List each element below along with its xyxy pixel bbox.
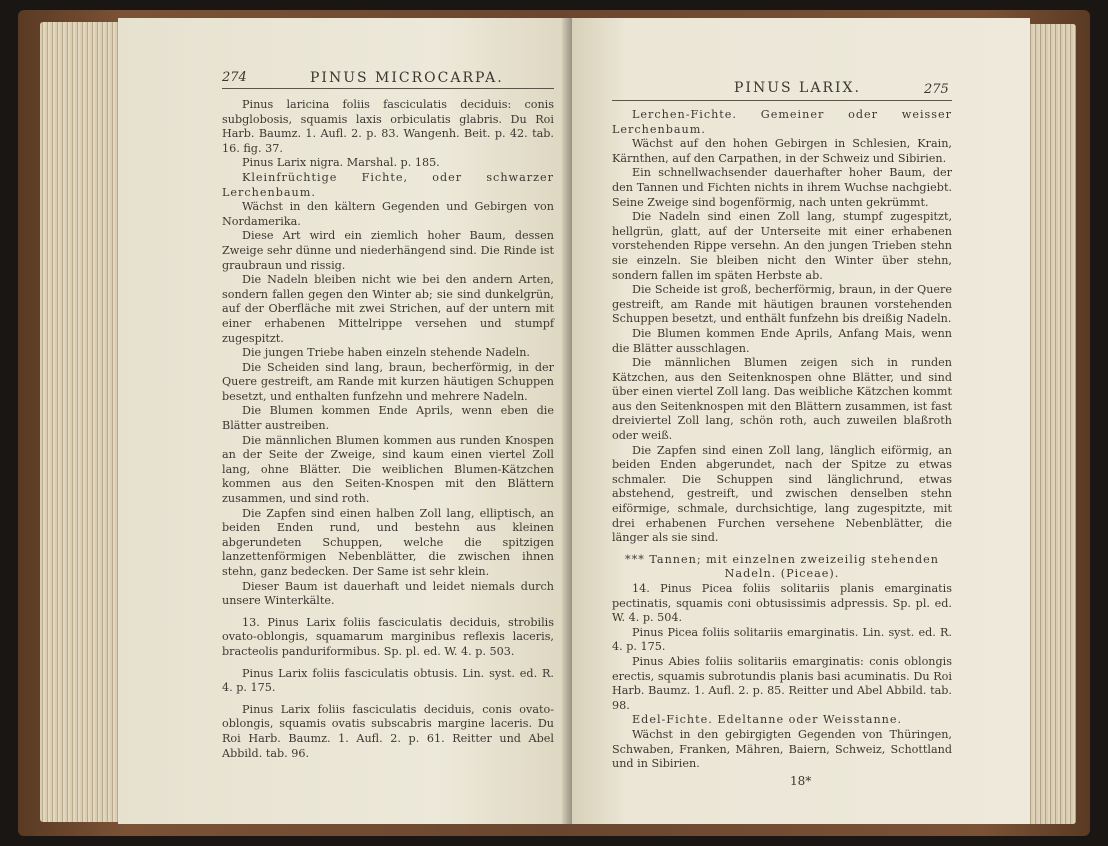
page-edges-left [40,22,128,822]
page-number: 274 [222,70,247,85]
paragraph: Lerchen-Fichte. Gemeiner oder weisser Lerchenbaum. [612,108,952,136]
left-page [118,18,574,824]
paragraph: Die Zapfen sind einen Zoll lang, länglich eiförmig, an beiden Enden abgerundet, nach der Spitze zu etwas schmaler. Die Schuppen sind länglichrund, etwas abstehend, gestreift, und zwischen denselben stehn eiförmige, schmale, durchsichtige, lang zugespitzte, mit drei erhabenen Furchen versehene Nebenblätter, die länger als sie sind. [612,443,952,545]
body-text [222,98,554,761]
paragraph: Die Scheide ist groß, becherförmig, braun, in der Quere gestreift, am Rande mit häutigen braunen vorstehenden Schuppen besetzt, und enthält funfzehn bis dreißig Nadeln. [612,283,952,326]
paragraph: 14. Pinus Picea foliis solitariis planis emarginatis pectinatis, squamis coni obtusissimis adpressis. Sp. pl. ed. W. 4. p. 504. [612,582,952,625]
paragraph: Die Scheiden sind lang, braun, becherförmig, in der Quere gestreift, am Rande mit kurzen häutigen Schuppen besetzt, und enthalten funfzehn und mehrere Nadeln. [222,360,554,403]
paragraph: Edel-Fichte. Edeltanne oder Weisstanne. [632,713,903,727]
paragraph: Wächst auf den hohen Gebirgen in Schlesien, Krain, Kärnthen, auf den Carpathen, in der Schweiz und Sibirien. [612,137,952,165]
paragraph: Die Nadeln bleiben nicht wie bei den andern Arten, sondern fallen gegen den Winter ab; sie sind dunkelgrün, auf der Oberfläche mit zwei Strichen, auf der untern mit einer erhabenen Mittelrippe versehen und stumpf zugespitzt. [222,273,554,345]
header-rule [222,88,554,89]
paragraph: Pinus Larix nigra. Marshal. p. 185. [242,156,440,170]
signature-mark: 18* [790,774,812,788]
running-header: PINUS MICROCARPA. [310,70,504,86]
paragraph: Ein schnellwachsender dauerhafter hoher Baum, der den Tannen und Fichten nichts in ihrem Wuchse nachgiebt. Seine Zweige sind bogenförmig, nach unten gekrümmt. [612,166,952,209]
paragraph: Die Blumen kommen Ende Aprils, wenn eben die Blätter austreiben. [222,404,554,433]
paragraph: Pinus Larix foliis fasciculatis obtusis. Lin. syst. ed. R. 4. p. 175. [222,666,554,695]
paragraph: Die Nadeln sind einen Zoll lang, stumpf zugespitzt, hellgrün, glatt, auf der Unterseite mit einer erhabenen vorstehenden Rippe versehn. An den jungen Trieben stehn sie einzeln. Sie bleiben nicht den Winter über stehn, sondern fallen im späten Herbste ab. [612,210,952,282]
paragraph: Pinus Larix foliis fasciculatis deciduis, conis ovato-oblongis, squamis ovatis subscabris margine laceris. Du Roi Harb. Baumz. 1. Aufl. 2. p. 61. Reitter und Abel Abbild. tab. 96. [222,702,554,760]
paragraph: Die männlichen Blumen kommen aus runden Knospen an der Seite der Zweige, sind kaum einen viertel Zoll lang, ohne Blätter. Die weiblichen Blumen-Kätzchen kommen aus den Seiten-Knospen mit den Blättern zusammen, und sind roth. [222,433,554,506]
paragraph: Die jungen Triebe haben einzeln stehende Nadeln. [242,346,530,360]
paragraph: Pinus Abies foliis solitariis emarginatis: conis oblongis erectis, squamis subrotundis planis basi acuminatis. Du Roi Harb. Baumz. 1. Aufl. 2. p. 85. Reitter und Abel Abbild. tab. 98. [612,654,952,712]
header-rule [612,100,952,101]
paragraph: Diese Art wird ein ziemlich hoher Baum, dessen Zweige sehr dünne und niederhängend sind. Die Rinde ist graubraun und rissig. [222,229,554,272]
body-text [612,108,952,772]
paragraph: Die Blumen kommen Ende Aprils, Anfang Mais, wenn die Blätter ausschlagen. [612,326,952,355]
paragraph: Wächst in den gebirgigten Gegenden von Thüringen, Schwaben, Franken, Mähren, Baiern, Schweiz, Schottland und in Sibirien. [612,727,952,771]
right-page [572,18,1030,824]
page-number: 275 [924,82,949,97]
paragraph: Pinus laricina foliis fasciculatis deciduis: conis subglobosis, squamis laxis orbiculatis glabris. Du Roi Harb. Baumz. 1. Aufl. 2. p. 83. Wangenh. Beit. p. 42. tab. 16. fig. 37. [222,98,554,155]
paragraph: 13. Pinus Larix foliis fasciculatis deciduis, strobilis ovato-oblongis, squamarum marginibus reflexis laceris, bracteolis panduriformibus. Sp. pl. ed. W. 4. p. 503. [222,615,554,658]
paragraph: Die männlichen Blumen zeigen sich in runden Kätzchen, aus den Seitenknospen ohne Blätter, und sind über einen viertel Zoll lang. Das weibliche Kätzchen kommt aus den Seitenknospen mit den Blättern zusammen, ist fast dreiviertel Zoll lang, schön roth, auch zuweilen blaßroth oder weiß. [612,356,952,443]
paragraph: Wächst in den kältern Gegenden und Gebirgen von Nordamerika. [222,200,554,228]
section-heading: *** Tannen; mit einzelnen zweizeilig stehenden Nadeln. (Piceae). [625,552,939,581]
paragraph: Kleinfrüchtige Fichte, oder schwarzer Lerchenbaum. [222,170,554,199]
running-header: PINUS LARIX. [734,80,861,96]
paragraph: Die Zapfen sind einen halben Zoll lang, elliptisch, an beiden Enden rund, und bestehn aus kleinen abgerundeten Schuppen, welche die spitzigen lanzettenförmigen Nebenblätter, die zwischen ihnen stehn, ganz bedecken. Der Same ist sehr klein. [222,506,554,578]
paragraph: Pinus Picea foliis solitariis emarginatis. Lin. syst. ed. R. 4. p. 175. [612,625,952,654]
paragraph: Dieser Baum ist dauerhaft und leidet niemals durch unsere Winterkälte. [222,579,554,608]
